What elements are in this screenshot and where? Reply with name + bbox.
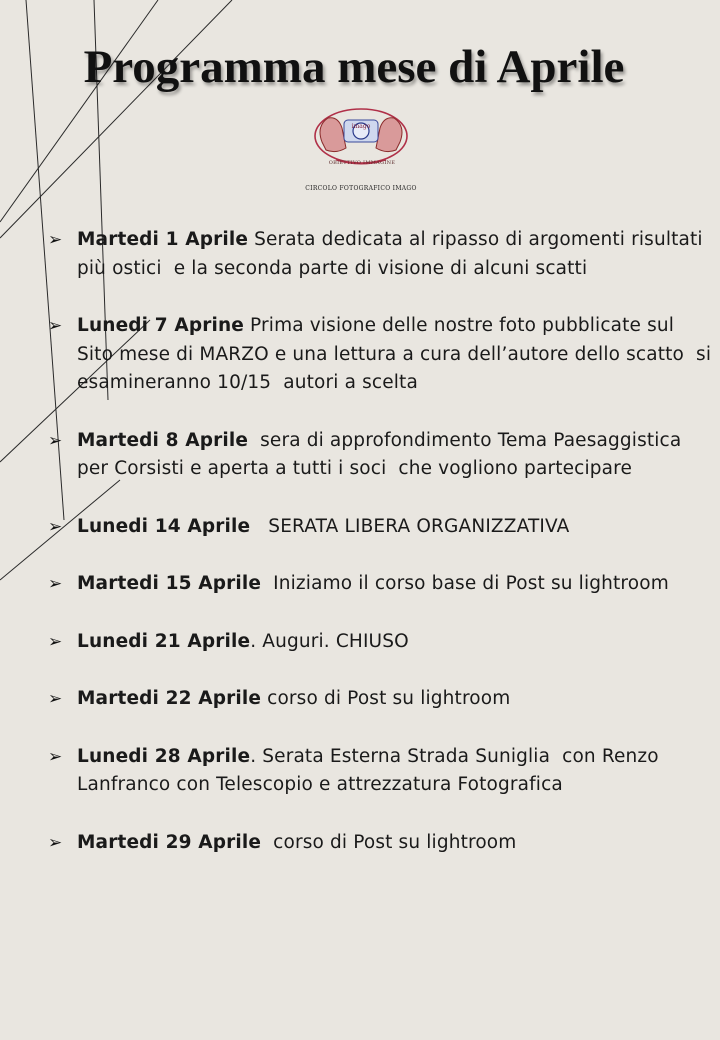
event-date: Martedi 1 Aprile (77, 229, 249, 250)
arrowhead-bullet-icon: ➢ (48, 746, 63, 767)
event-item (48, 743, 712, 800)
arrowhead-bullet-icon: ➢ (48, 430, 63, 451)
arrowhead-bullet-icon: ➢ (48, 574, 63, 594)
event-date: Lunedi 14 Aprile (77, 515, 251, 537)
event-list (48, 226, 718, 857)
arrowhead-bullet-icon: ➢ (48, 230, 63, 250)
event-description: corso di Post su lightroom (261, 831, 517, 853)
event-description: . Serata Esterna Strada Suniglia con Renzo Lanfranco con Telescopio e attrezzatura Fotografica (77, 745, 665, 795)
event-item (48, 829, 712, 858)
event-date: Martedi 22 Aprile (77, 688, 262, 709)
event-date: Martedi 15 Aprile (77, 573, 262, 594)
event-date: Lunedi 21 Aprile (77, 630, 251, 652)
event-date: Martedi 8 Aprile (77, 429, 249, 451)
event-item (48, 685, 712, 714)
event-item (48, 513, 712, 542)
event-description: Serata dedicata al ripasso di argomenti risultati più ostici e la seconda parte di visione di alcuni scatti (77, 229, 709, 279)
arrowhead-bullet-icon: ➢ (48, 832, 63, 853)
page-title: Programma mese di Aprile (83, 41, 625, 93)
event-item (48, 312, 718, 398)
arrowhead-bullet-icon: ➢ (48, 689, 63, 709)
event-description: sera di approfondimento Tema Paesaggistica per Corsisti e aperta a tutti i soci che vogliono partecipare (77, 429, 688, 479)
arrowhead-bullet-icon: ➢ (48, 631, 63, 652)
event-description: Iniziamo il corso base di Post su lightroom (261, 573, 669, 594)
event-description: Prima visione delle nostre foto pubblicate sul Sito mese di MARZO e una lettura a cura dell’autore dello scatto si esamineranno 10/15 autori a scelta (77, 315, 718, 393)
event-description: corso di Post su lightroom (261, 688, 511, 709)
club-name: CIRCOLO FOTOGRAFICO IMAGO (305, 185, 417, 192)
club-logo (302, 104, 420, 196)
event-date: Martedi 29 Aprile (77, 831, 262, 853)
event-item (48, 427, 712, 484)
event-item (48, 628, 712, 657)
logo-motto: OBIETTIVO IMMAGINE (328, 160, 396, 166)
event-description: . Auguri. CHIUSO (250, 630, 409, 652)
event-item (48, 226, 712, 283)
arrowhead-bullet-icon: ➢ (48, 516, 63, 537)
event-description: SERATA LIBERA ORGANIZZATIVA (250, 515, 570, 537)
logo-badge-text: imago (351, 123, 371, 130)
event-date: Lunedi 7 Aprine (77, 315, 245, 336)
event-item (48, 570, 712, 599)
event-date: Lunedi 28 Aprile (77, 745, 251, 767)
arrowhead-bullet-icon: ➢ (48, 316, 63, 336)
